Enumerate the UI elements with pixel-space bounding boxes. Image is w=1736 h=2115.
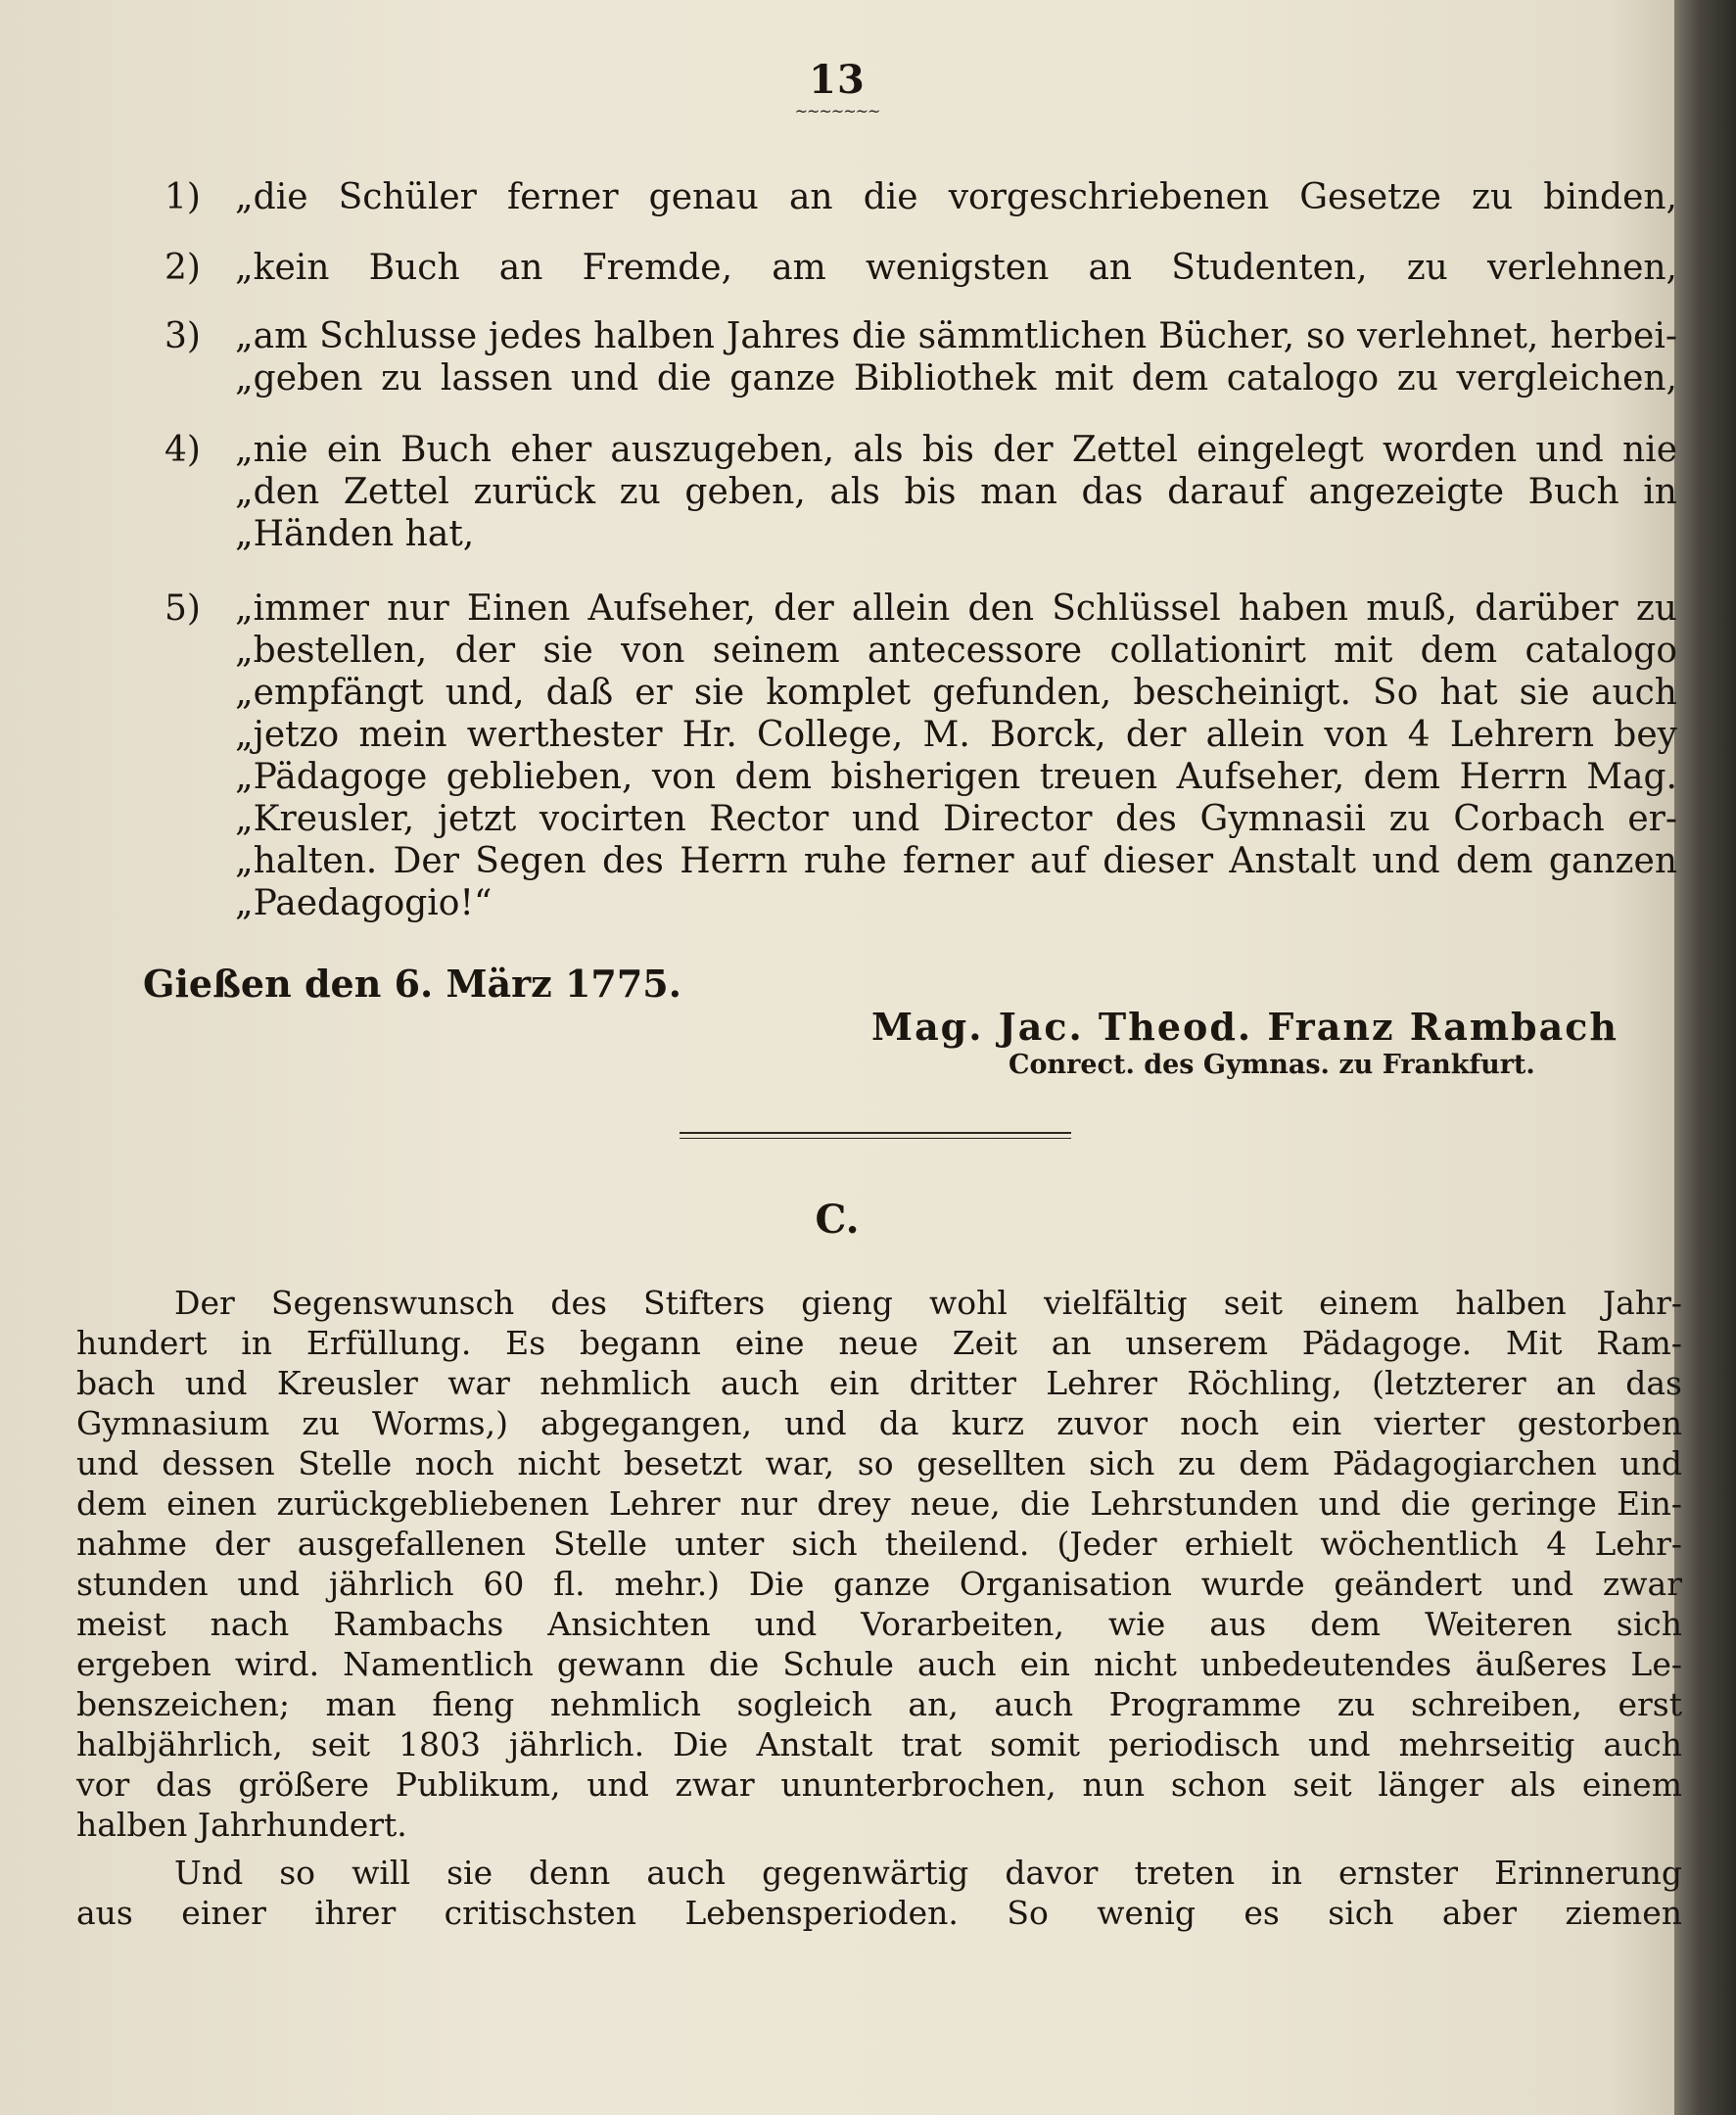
item-line: „empfängt und, daß er sie komplet gefunden, bescheinigt. So hat sie auch bbox=[235, 673, 1677, 713]
item-line: „Paedagogio!“ bbox=[235, 883, 493, 923]
paragraph-line: stunden und jährlich 60 fl. mehr.) Die ganze Organisation wurde geändert und zwar bbox=[76, 1565, 1682, 1603]
list-item-2 bbox=[164, 247, 1677, 289]
item-line: „bestellen, der sie von seinem antecessore collationirt mit dem catalogo bbox=[235, 631, 1677, 671]
item-line: „am Schlusse jedes halben Jahres die sämmtlichen Bücher, so verlehnet, herbei- bbox=[235, 316, 1677, 356]
item-line: „geben zu lassen und die ganze Bibliothek mit dem catalogo zu vergleichen, bbox=[235, 358, 1677, 399]
list-item-5 bbox=[164, 588, 1677, 924]
item-line: „den Zettel zurück zu geben, als bis man das darauf angezeigte Buch in bbox=[235, 472, 1677, 512]
page-header bbox=[0, 57, 1674, 120]
item-number: 4) bbox=[164, 430, 201, 470]
paragraph-line: ergeben wird. Namentlich gewann die Schule auch ein nicht unbedeutendes äußeres Le- bbox=[76, 1645, 1682, 1683]
paragraph-line: nahme der ausgefallenen Stelle unter sich theilend. (Jeder erhielt wöchentlich 4 Lehr- bbox=[76, 1525, 1682, 1563]
item-number: 5) bbox=[164, 588, 201, 629]
list-item-4 bbox=[164, 429, 1677, 555]
section-divider bbox=[680, 1132, 1071, 1139]
paragraph-line: Und so will sie denn auch gegenwärtig davor treten in ernster Erinnerung bbox=[174, 1854, 1682, 1892]
section-heading: C. bbox=[815, 1197, 860, 1243]
signature-name: Mag. Jac. Theod. Franz Rambach bbox=[871, 1005, 1619, 1049]
item-number: 1) bbox=[164, 177, 201, 217]
item-line: „nie ein Buch eher auszugeben, als bis der Zettel eingelegt worden und nie bbox=[235, 430, 1677, 470]
item-number: 2) bbox=[164, 248, 201, 288]
book-spine-shadow bbox=[1674, 0, 1736, 2115]
paragraph-line: meist nach Rambachs Ansichten und Vorarbeiten, wie aus dem Weiteren sich bbox=[76, 1605, 1682, 1643]
item-line: „die Schüler ferner genau an die vorgeschriebenen Gesetze zu binden, bbox=[235, 177, 1677, 217]
paragraph-line: dem einen zurückgebliebenen Lehrer nur drey neue, die Lehrstunden und die geringe Ein- bbox=[76, 1484, 1682, 1523]
list-item-3 bbox=[164, 315, 1677, 400]
signature-title: Conrect. des Gymnas. zu Frankfurt. bbox=[1009, 1050, 1535, 1080]
item-line: „jetzo mein werthester Hr. College, M. Borck, der allein von 4 Lehrern bey bbox=[235, 715, 1677, 755]
list-item-1 bbox=[164, 176, 1677, 218]
item-line: „Kreusler, jetzt vocirten Rector und Director des Gymnasii zu Corbach er- bbox=[235, 799, 1677, 839]
item-number: 3) bbox=[164, 316, 201, 356]
paragraph-line: vor das größere Publikum, und zwar ununterbrochen, nun schon seit länger als einem bbox=[76, 1765, 1682, 1804]
paragraph-line: Der Segenswunsch des Stifters gieng wohl vielfältig seit einem halben Jahr- bbox=[174, 1284, 1682, 1322]
paragraph-1 bbox=[76, 1283, 1682, 1845]
item-line: „Händen hat, bbox=[235, 514, 475, 554]
paragraph-2 bbox=[76, 1853, 1682, 1933]
paragraph-line: bach und Kreusler war nehmlich auch ein dritter Lehrer Röchling, (letzterer an das bbox=[76, 1364, 1682, 1402]
item-line: „kein Buch an Fremde, am wenigsten an Studenten, zu verlehnen, bbox=[235, 248, 1677, 288]
paragraph-line: und dessen Stelle noch nicht besetzt war, so gesellten sich zu dem Pädagogiarchen und bbox=[76, 1444, 1682, 1482]
paragraph-line: Gymnasium zu Worms,) abgegangen, und da kurz zuvor noch ein vierter gestorben bbox=[76, 1404, 1682, 1442]
item-line: „halten. Der Segen des Herrn ruhe ferner auf dieser Anstalt und dem ganzen bbox=[235, 841, 1677, 881]
paragraph-line: halbjährlich, seit 1803 jährlich. Die Anstalt trat somit periodisch und mehrseitig auch bbox=[76, 1725, 1682, 1763]
item-line: „Pädagoge geblieben, von dem bisherigen treuen Aufseher, dem Herrn Mag. bbox=[235, 757, 1677, 797]
paragraph-line: hundert in Erfüllung. Es begann eine neue Zeit an unserem Pädagoge. Mit Ram- bbox=[76, 1324, 1682, 1362]
page-number: 13 bbox=[809, 57, 866, 103]
paragraph-line: aus einer ihrer critischsten Lebensperioden. So wenig es sich aber ziemen bbox=[76, 1894, 1682, 1932]
paragraph-line: benszeichen; man fieng nehmlich sogleich an, auch Programme zu schreiben, erst bbox=[76, 1685, 1682, 1723]
paragraph-line: halben Jahrhundert. bbox=[76, 1806, 407, 1844]
item-line: „immer nur Einen Aufseher, der allein den Schlüssel haben muß, darüber zu bbox=[235, 588, 1677, 629]
header-ornament: ~~~~~~~ bbox=[794, 102, 880, 120]
place-date: Gießen den 6. März 1775. bbox=[143, 962, 681, 1006]
